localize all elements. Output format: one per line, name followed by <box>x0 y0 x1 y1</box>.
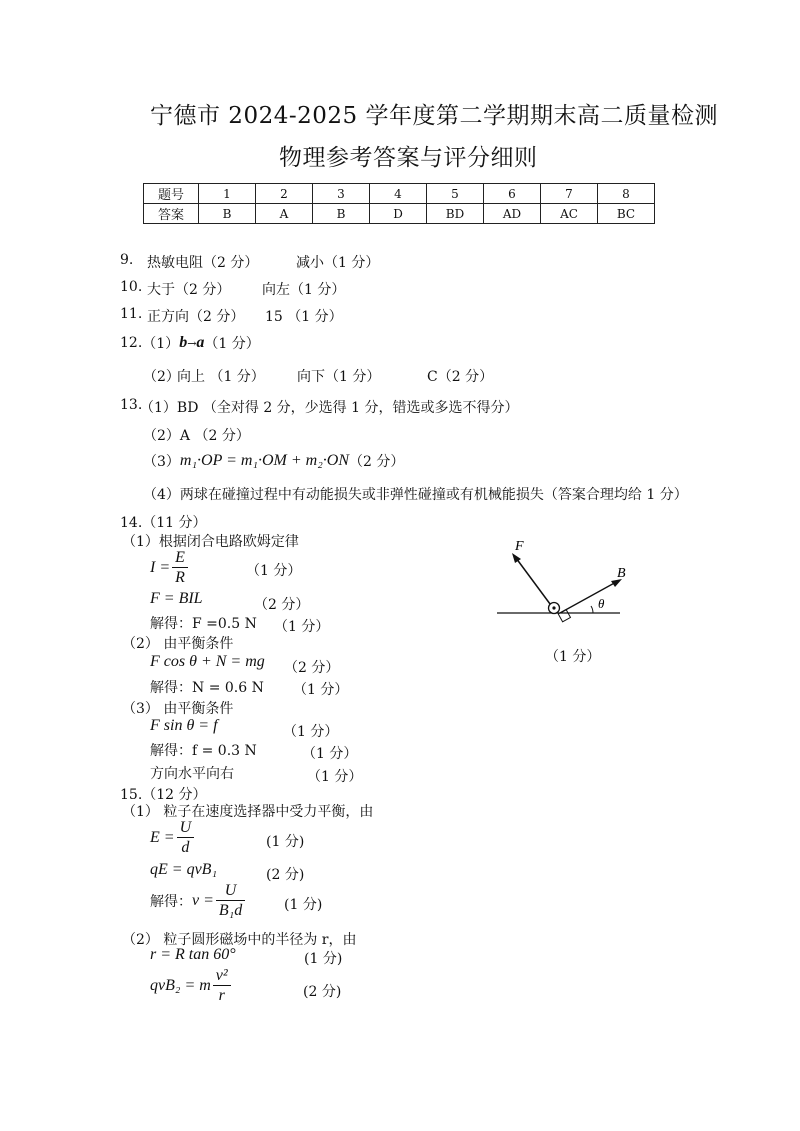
page-title-line2: 物理参考答案与评分细则 <box>279 145 538 171</box>
q14-eq2: F = BIL <box>150 590 203 607</box>
q13-p3-formula: m₁·OP = m₁·OM + m₂·ON <box>179 452 350 469</box>
table-row-numbers <box>144 184 655 204</box>
field-b-line <box>560 581 618 613</box>
q14-part1: （1）根据闭合电路欧姆定律 <box>122 534 299 550</box>
q13-part3 <box>143 451 404 471</box>
q14-part3: （3） 由平衡条件 <box>122 701 234 717</box>
force-diagram <box>490 535 630 635</box>
label-b: B <box>617 566 626 581</box>
q14-solution2: 解得：N = 0.6 N <box>150 680 264 696</box>
q14-part2: （2） 由平衡条件 <box>122 636 234 652</box>
q12-part1 <box>120 333 260 353</box>
q15-eq4-lhs: qvB₂ = m <box>150 976 211 994</box>
q15-eq1-den: d <box>181 839 190 856</box>
right-angle-mark <box>558 610 570 622</box>
table-cell: 6 <box>484 184 541 204</box>
q15-solution-den: B₁d <box>218 902 243 919</box>
q15-eq3-score: (1 分) <box>304 951 343 967</box>
q11-answer-a: 正方向（2 分） <box>147 309 245 325</box>
q15-solution-score: (1 分) <box>284 897 323 913</box>
table-cell: BD <box>427 204 484 224</box>
q13-part1: （1）BD （全对得 2 分，少选得 1 分，错选或多选不得分） <box>140 400 519 416</box>
q14-eq3: F cos θ + N = mg <box>150 653 265 670</box>
page-title-line1: 宁德市 2024-2025 学年度第二学期期末高二质量检测 <box>150 103 718 129</box>
q14-eq4-score: （1 分） <box>283 724 339 740</box>
q15-eq1-num: U <box>177 818 195 838</box>
table-row-answers <box>144 204 655 224</box>
q15-eq2: qE = qvB₁ <box>150 861 218 878</box>
q14-direction: 方向水平向右 <box>150 766 234 782</box>
table-cell: 5 <box>427 184 484 204</box>
table-cell: B <box>199 204 256 224</box>
q10-answer-a: 大于（2 分） <box>147 282 231 298</box>
q12-p2-answer-a: 向上 （1 分） <box>177 369 265 385</box>
q15-part1: （1） 粒子在速度选择器中受力平衡，由 <box>122 804 374 820</box>
q15-eq4-fraction <box>213 966 231 1005</box>
q15-eq1 <box>150 818 196 857</box>
q9-number: 9. <box>120 252 134 268</box>
q14-eq1-fraction <box>172 548 188 587</box>
table-cell: B <box>313 204 370 224</box>
q11-number: 11. <box>120 306 143 322</box>
q14-eq1 <box>150 548 190 587</box>
q15-eq4-num: v² <box>213 966 231 986</box>
q9-answer-a: 热敏电阻（2 分） <box>147 255 259 271</box>
q15-title: 15.（12 分） <box>120 787 207 803</box>
table-cell: AC <box>541 204 598 224</box>
q14-eq1-den: R <box>175 569 185 586</box>
table-cell: 8 <box>598 184 655 204</box>
q10-answer-b: 向左（1 分） <box>262 282 346 298</box>
q14-eq1-num: E <box>172 548 188 568</box>
theta-arc <box>591 606 593 613</box>
q12-p1-score: （1 分） <box>204 336 260 352</box>
q9-answer-b: 减小（1 分） <box>296 255 380 271</box>
q12-number: 12. <box>120 335 143 351</box>
q15-solution-fraction <box>216 881 245 920</box>
q14-direction-score: （1 分） <box>307 769 363 785</box>
table-cell: A <box>256 204 313 224</box>
q15-solution-lhs: v = <box>192 891 214 909</box>
q14-solution1: 解得：F =0.5 N <box>150 616 257 632</box>
q12-p1-from: b <box>179 334 188 351</box>
q13-number: 13. <box>120 397 143 413</box>
q15-part2: （2） 粒子圆形磁场中的半径为 r，由 <box>122 932 357 948</box>
q13-p3-score: （2 分） <box>349 454 405 470</box>
q14-eq1-lhs: I = <box>150 558 171 576</box>
q13-part4: （4）两球在碰撞过程中有动能损失或非弹性碰撞或有机械能损失（答案合理均给 1 分） <box>143 487 688 503</box>
q15-eq4-score: (2 分) <box>303 984 342 1000</box>
q12-p1-label: （1） <box>142 336 180 352</box>
q15-solution <box>150 881 247 920</box>
table-cell: 2 <box>256 184 313 204</box>
row-label-number: 题号 <box>144 184 199 204</box>
q15-eq4-den: r <box>218 987 225 1004</box>
q12-p2-answer-c: C（2 分） <box>427 369 494 385</box>
current-out-dot <box>552 606 555 609</box>
q13-p3-label: （3） <box>143 454 180 470</box>
q14-solution3: 解得：f = 0.3 N <box>150 743 257 759</box>
q14-eq2-score: （2 分） <box>254 597 310 613</box>
table-cell: 7 <box>541 184 598 204</box>
q14-title: 14.（11 分） <box>120 515 207 531</box>
q14-eq1-score: （1 分） <box>246 563 302 579</box>
q14-solution1-score: （1 分） <box>274 619 330 635</box>
q14-solution2-score: （1 分） <box>293 682 349 698</box>
arrow-right-icon: → <box>187 336 197 350</box>
table-cell: D <box>370 204 427 224</box>
label-f: F <box>515 539 524 554</box>
table-cell: BC <box>598 204 655 224</box>
q12-p1-to: a <box>196 334 205 351</box>
q15-solution-num: U <box>216 881 245 901</box>
q15-eq1-fraction <box>177 818 195 857</box>
force-f-arrow <box>516 558 553 608</box>
q15-solution-label: 解得： <box>150 893 192 910</box>
q14-eq4: F sin θ = f <box>150 717 218 734</box>
q14-solution3-score: （1 分） <box>302 746 358 762</box>
label-theta: θ <box>598 596 605 611</box>
q15-eq4 <box>150 966 233 1005</box>
row-label-answer: 答案 <box>144 204 199 224</box>
q14-eq3-score: （2 分） <box>284 660 340 676</box>
answer-table <box>143 183 655 224</box>
table-cell: 4 <box>370 184 427 204</box>
q12-p2-answer-b: 向下（1 分） <box>297 369 381 385</box>
force-f-arrowhead <box>512 553 521 563</box>
q15-eq2-score: (2 分) <box>266 867 305 883</box>
q12-p2-label: （2） <box>143 369 180 385</box>
q15-eq3: r = R tan 60° <box>150 946 236 963</box>
table-cell: AD <box>484 204 541 224</box>
table-cell: 3 <box>313 184 370 204</box>
table-cell: 1 <box>199 184 256 204</box>
q14-figure-score: （1 分） <box>545 649 601 665</box>
q10-number: 10. <box>120 279 143 295</box>
q11-answer-b: 15 （1 分） <box>265 309 343 325</box>
q13-part2: （2）A （2 分） <box>143 428 250 444</box>
q15-eq1-lhs: E = <box>150 828 175 846</box>
q15-eq1-score: (1 分) <box>266 834 305 850</box>
